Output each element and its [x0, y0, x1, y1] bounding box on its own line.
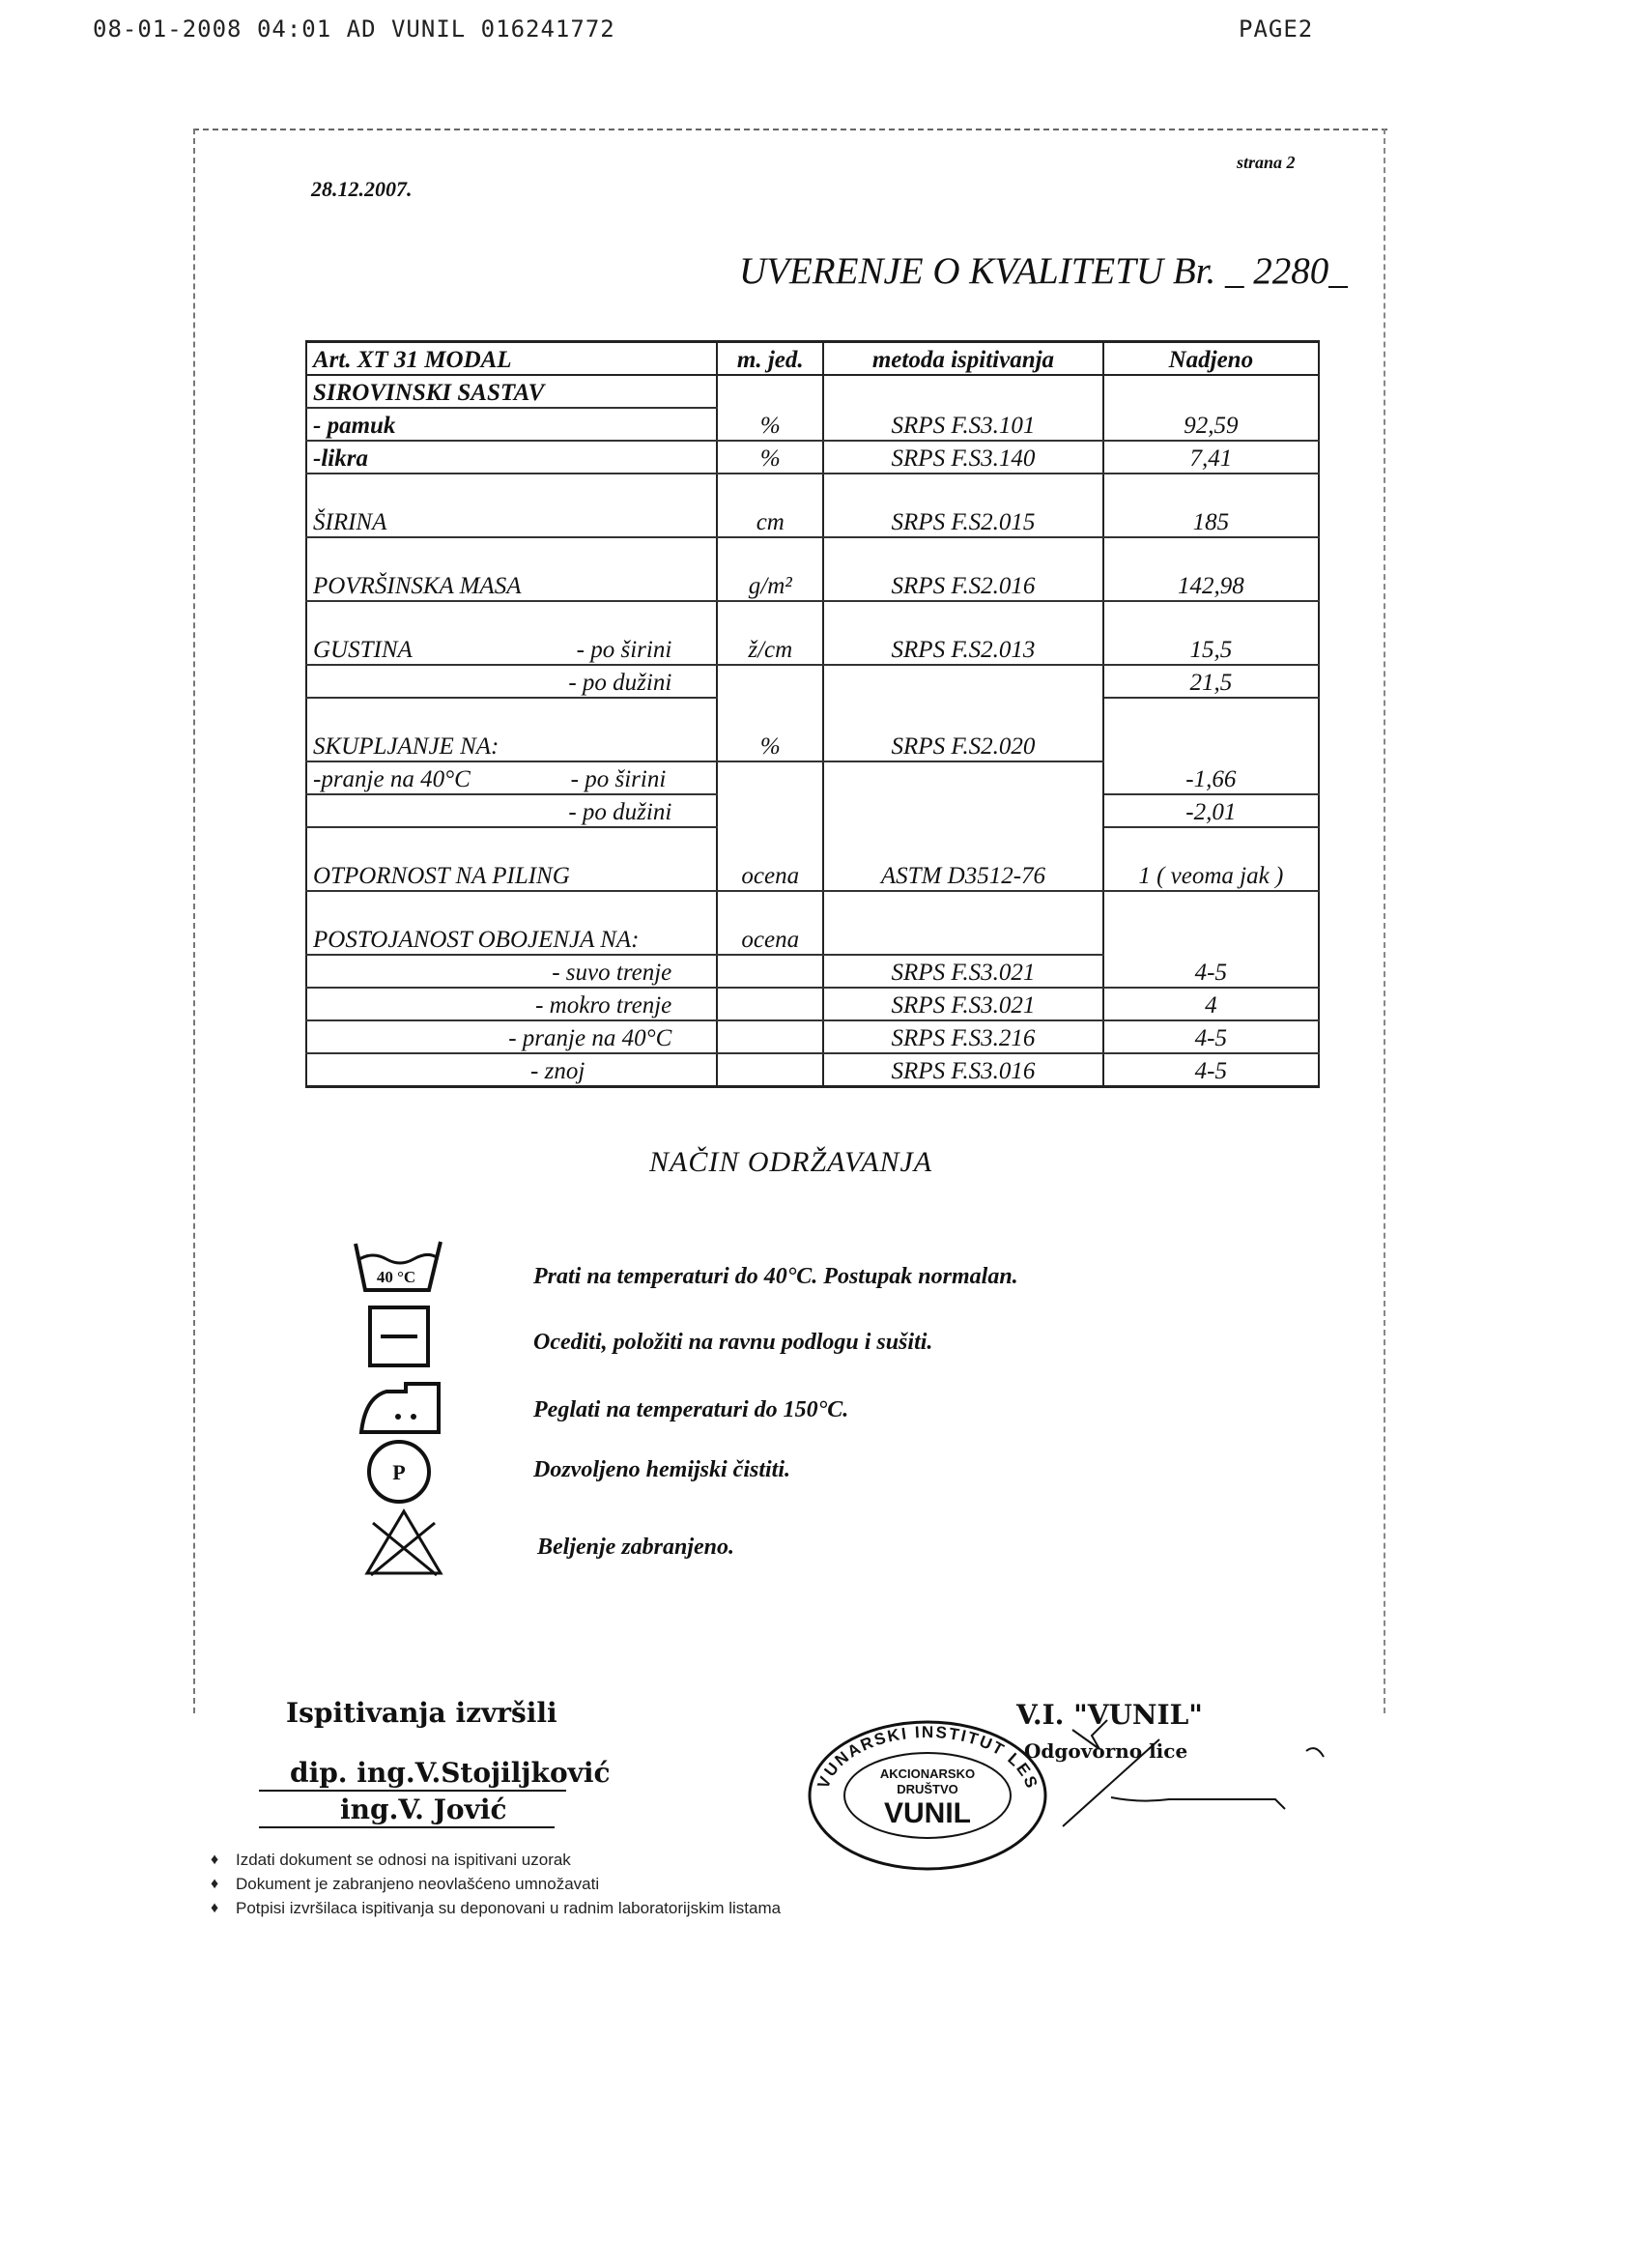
note-text: Potpisi izvršilaca ispitivanja su deponovani u radnim laboratorijskim listama: [236, 1898, 782, 1917]
company-name: V.I. "VUNIL": [1016, 1699, 1203, 1731]
note-text: Dokument je zabranjeno neovlašćeno umnožavati: [236, 1874, 600, 1893]
table-row: [306, 794, 1319, 827]
table-row: [306, 730, 1319, 761]
pilling-method: ASTM D3512-76: [823, 859, 1102, 891]
company-stamp: [802, 1708, 1053, 1887]
mass-method: SRPS F.S2.016: [823, 569, 1102, 601]
fastness-name: POSTOJANOST OBOJENJA NA:: [306, 923, 717, 955]
care-text-dry-clean: Dozvoljeno hemijski čistiti.: [533, 1457, 791, 1482]
shrinkage-value-width: -1,66: [1103, 761, 1319, 794]
table-row: [306, 955, 1319, 988]
frame-left-border: [193, 129, 195, 1713]
table-row: [306, 569, 1319, 601]
iron-150-icon: [357, 1378, 444, 1441]
tester1-name: dip. ing.V.Stojiljković: [290, 1757, 611, 1789]
fastness-row-value: 4-5: [1103, 955, 1319, 988]
table-row: [306, 988, 1319, 1020]
table-spacer-row: [306, 698, 1319, 730]
fastness-row-name: - mokro trenje: [306, 988, 717, 1020]
signature-line: [259, 1790, 566, 1792]
composition-label: SIROVINSKI SASTAV: [306, 375, 717, 408]
density-value-length: 21,5: [1103, 665, 1319, 698]
fastness-row-value: 4-5: [1103, 1053, 1319, 1087]
bullet-icon: ♦: [211, 1851, 219, 1868]
composition-method: SRPS F.S3.101: [823, 408, 1102, 441]
list-item: [211, 1872, 781, 1896]
table-row: [306, 633, 1319, 665]
document-date: 28.12.2007.: [311, 177, 413, 201]
page-label: strana 2: [1237, 153, 1296, 172]
density-unit: ž/cm: [717, 633, 823, 665]
care-title: NAČIN ODRŽAVANJA: [649, 1146, 933, 1178]
fastness-row-method: SRPS F.S3.021: [823, 988, 1102, 1020]
wash-40-icon: [354, 1240, 442, 1299]
table-spacer-row: [306, 474, 1319, 505]
stamp-outer-text: VUNARSKI INSTITUT LES: [814, 1722, 1042, 1793]
table-spacer-row: [306, 891, 1319, 923]
pilling-name: OTPORNOST NA PILING: [306, 859, 717, 891]
care-text-wash: Prati na temperaturi do 40°C. Postupak normalan.: [533, 1264, 1018, 1289]
shrinkage-name: SKUPLJANJE NA:: [306, 730, 717, 761]
table-spacer-row: [306, 537, 1319, 569]
header-found: Nadjeno: [1103, 342, 1319, 376]
fastness-row-name: - pranje na 40°C: [306, 1020, 717, 1053]
table-row: [306, 859, 1319, 891]
header-unit: m. jed.: [717, 342, 823, 376]
tester2-name: ing.V. Jović: [340, 1794, 507, 1825]
dry-clean-letter: P: [392, 1460, 406, 1484]
responsible-person-label: Odgovorno lice: [1024, 1739, 1188, 1763]
shrinkage-method: SRPS F.S2.020: [823, 730, 1102, 761]
fax-header-left: 08-01-2008 04:01 AD VUNIL 016241772: [93, 15, 615, 43]
mass-value: 142,98: [1103, 569, 1319, 601]
table-row: [306, 375, 1319, 408]
table-spacer-row: [306, 601, 1319, 633]
density-name: GUSTINA: [313, 637, 413, 663]
care-text-bleach: Beljenje zabranjeno.: [537, 1535, 735, 1560]
composition-unit: %: [717, 408, 823, 441]
shrinkage-sub-width: - po širini: [570, 766, 667, 792]
shrinkage-wash: -pranje na 40°C: [313, 766, 471, 792]
composition-method: SRPS F.S3.140: [823, 441, 1102, 474]
density-method: SRPS F.S2.013: [823, 633, 1102, 665]
list-item: [211, 1848, 781, 1872]
header-method: metoda ispitivanja: [823, 342, 1102, 376]
table-row: [306, 1020, 1319, 1053]
no-bleach-icon: [363, 1507, 444, 1582]
stamp-middle-text: AKCIONARSKO: [879, 1766, 976, 1781]
care-text-iron: Peglati na temperaturi do 150°C.: [533, 1397, 849, 1422]
fastness-row-value: 4: [1103, 988, 1319, 1020]
table-row: [306, 761, 1319, 794]
shrinkage-value-length: -2,01: [1103, 794, 1319, 827]
shrinkage-unit: %: [717, 730, 823, 761]
composition-value: 92,59: [1103, 408, 1319, 441]
density-sub-width: - po širini: [576, 637, 672, 663]
composition-unit: %: [717, 441, 823, 474]
stamp-middle-text: DRUŠTVO: [897, 1782, 958, 1796]
tested-by-label: Ispitivanja izvršili: [286, 1697, 557, 1729]
notes-list: [211, 1848, 781, 1920]
fastness-row-method: SRPS F.S3.021: [823, 955, 1102, 988]
table-spacer-row: [306, 827, 1319, 859]
width-name: ŠIRINA: [306, 505, 717, 537]
table-row: [306, 665, 1319, 698]
mass-unit: g/m²: [717, 569, 823, 601]
bullet-icon: ♦: [211, 1899, 219, 1916]
fastness-row-method: SRPS F.S3.016: [823, 1053, 1102, 1087]
certificate-title: UVERENJE O KVALITETU Br. _ 2280_: [739, 250, 1348, 292]
handwritten-signature: [1024, 1710, 1353, 1851]
note-text: Izdati dokument se odnosi na ispitivani uzorak: [236, 1850, 571, 1869]
fastness-row-value: 4-5: [1103, 1020, 1319, 1053]
care-text-dry: Ocediti, položiti na ravnu podlogu i sušiti.: [533, 1330, 933, 1355]
frame-right-border: [1384, 129, 1385, 1713]
width-value: 185: [1103, 505, 1319, 537]
quality-table: [305, 340, 1320, 1088]
table-header-row: [306, 342, 1319, 376]
stamp-center-text: VUNIL: [884, 1797, 971, 1829]
fastness-row-name: - znoj: [306, 1053, 717, 1087]
composition-value: 7,41: [1103, 441, 1319, 474]
header-article: Art. XT 31 MODAL: [306, 342, 717, 376]
fastness-unit: ocena: [717, 923, 823, 955]
width-method: SRPS F.S2.015: [823, 505, 1102, 537]
density-cell: [306, 633, 717, 665]
bullet-icon: ♦: [211, 1875, 219, 1892]
mass-name: POVRŠINSKA MASA: [306, 569, 717, 601]
dry-clean-p-icon: [365, 1438, 433, 1510]
table-row: [306, 408, 1319, 441]
fastness-row-method: SRPS F.S3.216: [823, 1020, 1102, 1053]
composition-name: - pamuk: [306, 408, 717, 441]
dry-flat-icon: [367, 1305, 431, 1373]
table-row: [306, 923, 1319, 955]
wash-temp-label: 40 °C: [376, 1268, 416, 1286]
fax-header-right: PAGE2: [1239, 15, 1314, 43]
fastness-row-name: - suvo trenje: [306, 955, 717, 988]
pilling-unit: ocena: [717, 859, 823, 891]
signature-line: [259, 1826, 555, 1828]
width-unit: cm: [717, 505, 823, 537]
composition-name: -likra: [306, 441, 717, 474]
frame-top-border: [193, 129, 1387, 130]
table-row: [306, 505, 1319, 537]
density-sub-length: - po dužini: [306, 665, 717, 698]
table-row: [306, 1053, 1319, 1087]
shrinkage-wash-cell: [306, 761, 717, 794]
table-row: [306, 441, 1319, 474]
pilling-value: 1 ( veoma jak ): [1103, 859, 1319, 891]
shrinkage-sub-length: - po dužini: [306, 794, 717, 827]
list-item: [211, 1896, 781, 1920]
density-value-width: 15,5: [1103, 633, 1319, 665]
